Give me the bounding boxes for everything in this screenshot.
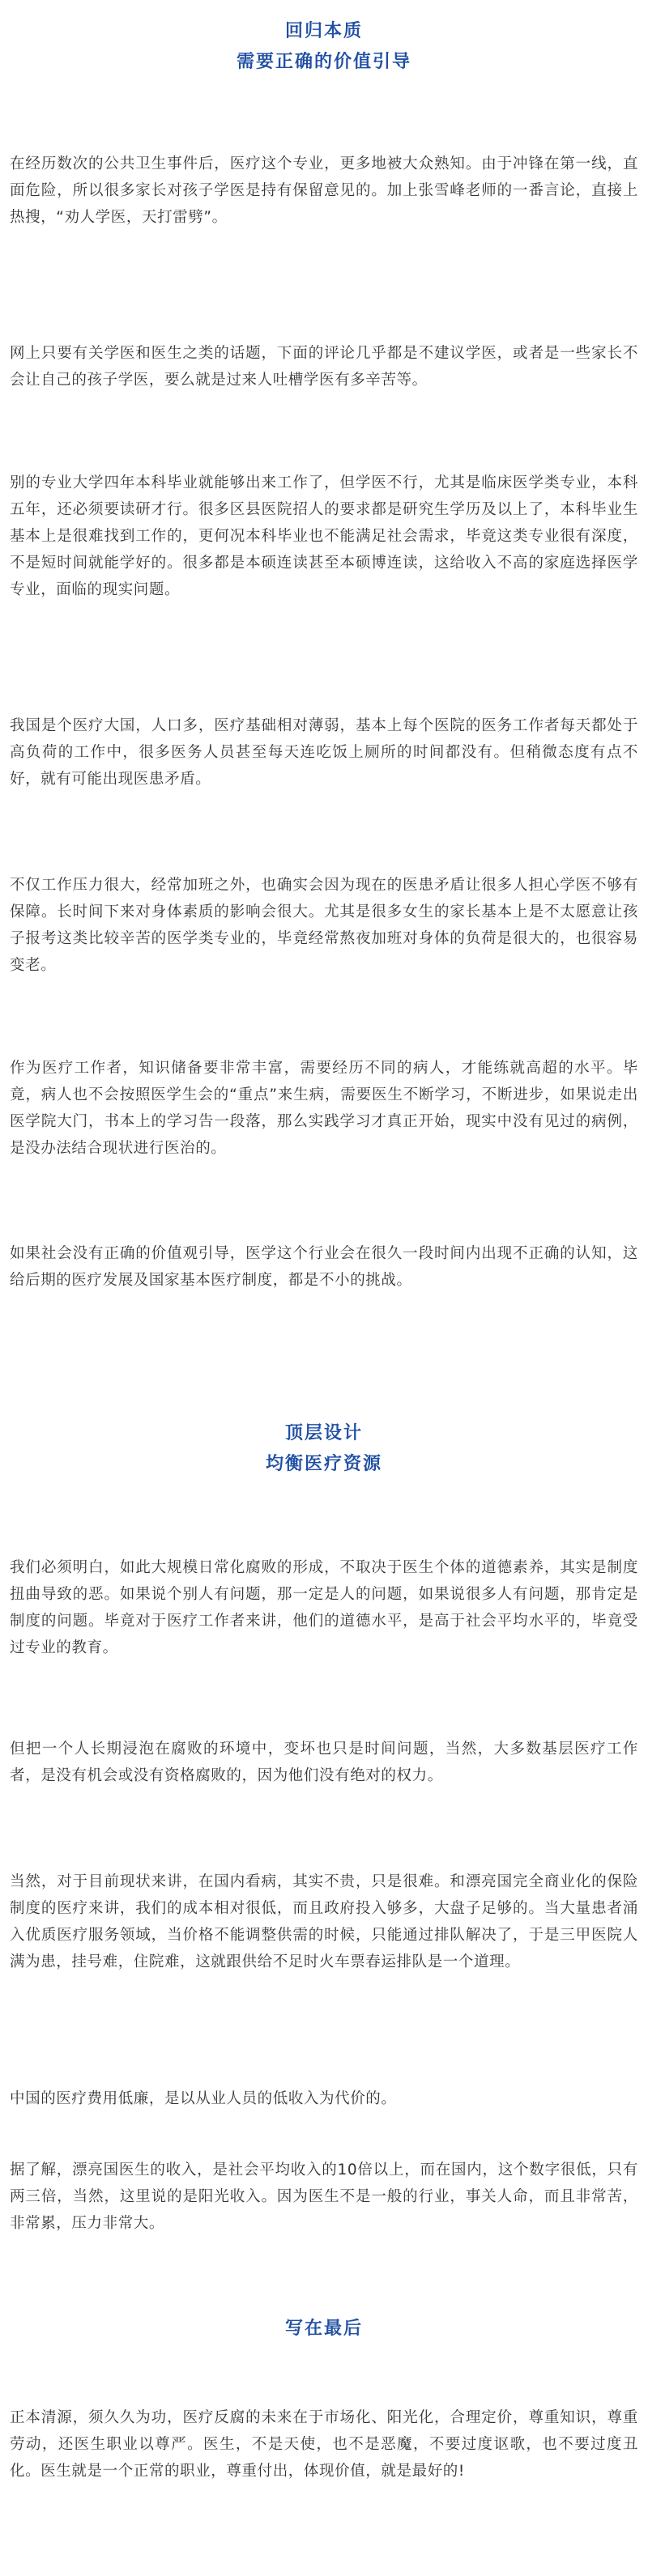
section-1-paragraph-3: 别的专业大学四年本科毕业就能够出来工作了，但学医不行，尤其是临床医学类专业，本科五年，还必须要读研才行。很多区县医院招人的要求都是研究生学历及以上了，本科毕业生基本上是很难找到工作的，更何况本科毕业也不能满足社会需求，毕竟这类专业很有深度，不是短时间就能学好的。很多都是本硕连读甚至本硕博连读，这给收入不高的家庭选择医学专业，面临的现实问题。 [10,474,638,598]
section-2-title-line-2: 均衡医疗资源 [265,1454,382,1474]
section-3-paragraph-1: 正本清源，须久久为功，医疗反腐的未来在于市场化、阳光化，合理定价，尊重知识，尊重劳动，还医生职业以尊严。医生，不是天使，也不是恶魔，不要过度讴歌，也不要过度丑化。医生就是一个正常的职业，尊重付出，体现价值，就是最好的! [10,2409,638,2480]
section-1-paragraph-5: 不仅工作压力很大，经常加班之外，也确实会因为现在的医患矛盾让很多人担心学医不够有保障。长时间下来对身体素质的影响会很大。尤其是很多女生的家长基本上是不太愿意让孩子报考这类比较辛苦的医学类专业的，毕竟经常熬夜加班对身体的负荷是很大的，也很容易变老。 [10,877,638,974]
section-1-paragraph-2: 网上只要有关学医和医生之类的话题，下面的评论几乎都是不建议学医，或者是一些家长不会让自己的孩子学医，要么就是过来人吐槽学医有多辛苦等。 [10,345,638,389]
section-3-title: 写在最后 [284,2319,363,2339]
section-1-paragraph-6: 作为医疗工作者，知识储备要非常丰富，需要经历不同的病人，才能练就高超的水平。毕竟，病人也不会按照医学生会的“重点”来生病，需要医生不断学习，不断进步，如果说走出医学院大门，书本上的学习告一段落，那么实践学习才真正开始，现实中没有见过的病例，是没办法结合现状进行医治的。 [10,1060,638,1157]
section-1-paragraph-1: 在经历数次的公共卫生事件后，医疗这个专业，更多地被大众熟知。由于冲锋在第一线，直面危险，所以很多家长对孩子学医是持有保留意见的。加上张雪峰老师的一番言论，直接上热搜，“劝人学医，天打雷劈”。 [10,155,638,226]
section-2-paragraph-1: 我们必须明白，如此大规模日常化腐败的形成，不取决于医生个体的道德素养，其实是制度扭曲导致的恶。如果说个别人有问题，那一定是人的问题，如果说很多人有问题，那肯定是制度的问题。毕竟对于医疗工作者来讲，他们的道德水平，是高于社会平均水平的，毕竟受过专业的教育。 [10,1559,638,1656]
section-1-paragraph-7: 如果社会没有正确的价值观引导，医学这个行业会在很久一段时间内出现不正确的认知，这给后期的医疗发展及国家基本医疗制度，都是不小的挑战。 [10,1245,638,1289]
section-2-paragraph-4: 中国的医疗费用低廉，是以从业人员的低收入为代价的。 [10,2090,397,2107]
section-1-title-line-2: 需要正确的价值引导 [236,52,411,72]
section-1-paragraph-4: 我国是个医疗大国，人口多，医疗基础相对薄弱，基本上每个医院的医务工作者每天都处于高负荷的工作中，很多医务人员甚至每天连吃饭上厕所的时间都没有。但稍微态度有点不好，就有可能出现医患矛盾。 [10,717,638,788]
section-2-paragraph-2: 但把一个人长期浸泡在腐败的环境中，变坏也只是时间问题，当然，大多数基层医疗工作者，是没有机会或没有资格腐败的，因为他们没有绝对的权力。 [10,1741,638,1784]
section-1-title-line-1: 回归本质 [284,21,363,41]
section-2-title-line-1: 顶层设计 [284,1423,363,1443]
section-2-paragraph-5: 据了解，漂亮国医生的收入，是社会平均收入的10倍以上，而在国内，这个数字很低，只有两三倍，当然，这里说的是阳光收入。因为医生不是一般的行业，事关人命，而且非常苦，非常累，压力非常大。 [10,2162,638,2232]
section-2-paragraph-3: 当然，对于目前现状来讲，在国内看病，其实不贵，只是很难。和漂亮国完全商业化的保险制度的医疗来讲，我们的成本相对很低，而且政府投入够多，大盘子足够的。当大量患者涌入优质医疗服务领域，当价格不能调整供需的时候，只能通过排队解决了，于是三甲医院人满为患，挂号难，住院难，这就跟供给不足时火车票春运排队是一个道理。 [10,1873,638,1970]
